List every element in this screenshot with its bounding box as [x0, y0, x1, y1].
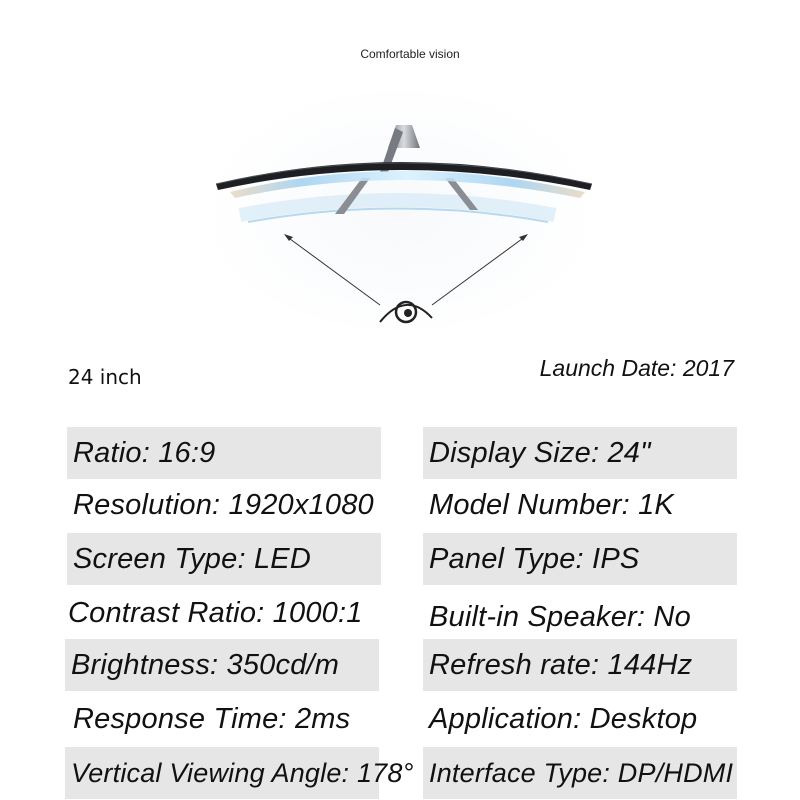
spec-vertical-viewing-angle: Vertical Viewing Angle: 178°	[65, 747, 379, 799]
spec-refresh-rate: Refresh rate: 144Hz	[423, 639, 737, 691]
spec-interface-type: Interface Type: DP/HDMI	[423, 747, 737, 799]
hero-illustration	[0, 0, 800, 345]
spec-built-in-speaker: Built-in Speaker: No	[429, 601, 691, 633]
curved-monitor-illustration	[0, 0, 800, 345]
size-label: 24 inch	[68, 365, 142, 389]
spec-response-time: Response Time: 2ms	[73, 703, 351, 735]
spec-panel-type: Panel Type: IPS	[423, 533, 737, 585]
spec-screen-type: Screen Type: LED	[67, 533, 381, 585]
spec-ratio: Ratio: 16:9	[67, 427, 381, 479]
spec-application: Application: Desktop	[429, 703, 698, 735]
spec-brightness: Brightness: 350cd/m	[65, 639, 379, 691]
hero-caption: Comfortable vision	[360, 47, 460, 61]
launch-date-label: Launch Date: 2017	[539, 355, 734, 381]
spec-resolution: Resolution: 1920x1080	[73, 489, 374, 521]
spec-display-size: Display Size: 24"	[423, 427, 737, 479]
spec-contrast-ratio: Contrast Ratio: 1000:1	[68, 597, 363, 629]
spec-model-number: Model Number: 1K	[429, 489, 674, 521]
